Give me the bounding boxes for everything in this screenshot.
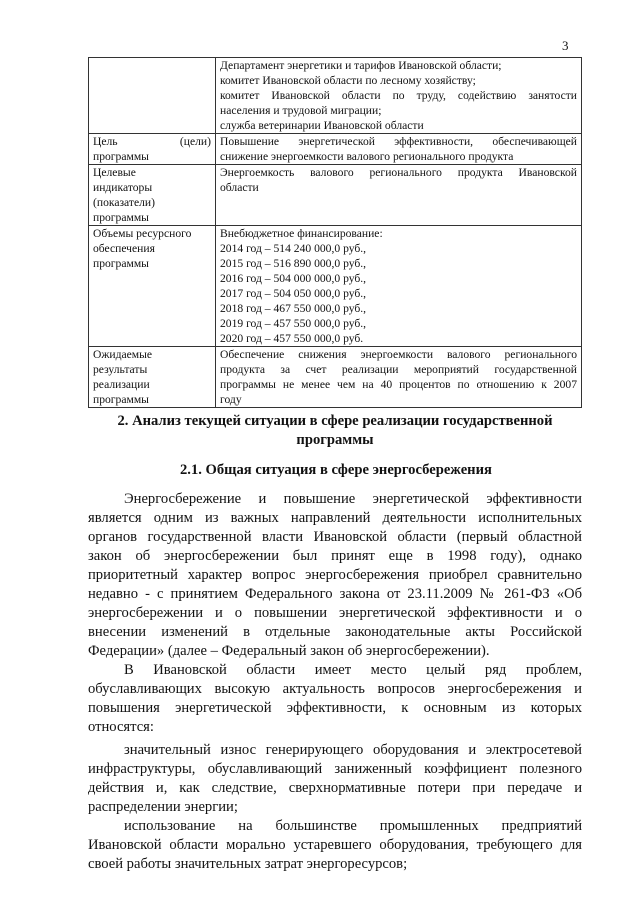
paragraph-line: своей работы значительных затрат энергоресурсов;	[88, 856, 408, 872]
row-content-cell	[216, 226, 582, 347]
row-label-line: индикаторы	[93, 181, 153, 194]
row-label-line: обеспечения	[93, 242, 155, 255]
cell-line: служба ветеринарии Ивановской области	[220, 119, 424, 132]
page-number: 3	[562, 38, 569, 53]
row-content-cell	[216, 58, 582, 134]
paragraph-line: В Ивановской области имеет место целый ряд проблем,	[124, 662, 582, 678]
paragraph	[88, 817, 582, 874]
paragraph-line: приоритетный характер вопрос энергосбережения приобрел сравнительно	[88, 567, 582, 583]
table-row	[89, 165, 582, 226]
row-label-line: Ожидаемые	[93, 348, 153, 361]
paragraph-line: Ивановской области морально устаревшего оборудования, требующего для	[88, 837, 582, 853]
row-content-cell	[216, 134, 582, 165]
paragraph-line: обуславливающих высокую актуальность вопросов энергосбережения и	[88, 681, 582, 697]
cell-line: 2015 год – 516 890 000,0 руб.,	[220, 257, 367, 270]
paragraph-line: Федерации» (далее – Федеральный закон об энергосбережении).	[88, 643, 490, 659]
cell-line: Повышение энергетической эффективности, обеспечивающей	[220, 135, 577, 148]
section-heading-line: 2. Анализ текущей ситуации в сфере реализации государственной	[117, 413, 553, 429]
program-passport-table	[88, 57, 582, 408]
cell-line: 2014 год – 514 240 000,0 руб.,	[220, 242, 367, 255]
row-content-cell	[216, 165, 582, 226]
row-label-line: программы	[93, 150, 149, 163]
paragraph-line: распределении энергии;	[88, 799, 238, 815]
cell-line: Внебюджетное финансирование:	[220, 227, 383, 240]
subsection-heading: 2.1. Общая ситуация в сфере энергосбережения	[180, 462, 492, 478]
row-label-line: реализации	[93, 378, 150, 391]
paragraph-line: значительный износ генерирующего оборудования и электросетевой	[124, 742, 582, 758]
cell-line: 2019 год – 457 550 000,0 руб.,	[220, 317, 367, 330]
row-label-cell	[89, 165, 216, 226]
section-heading	[88, 412, 582, 450]
cell-line: Энергоемкость валового регионального продукта Ивановской	[220, 166, 577, 179]
cell-line: 2017 год – 504 050 000,0 руб.,	[220, 287, 367, 300]
row-label-line: Целевые	[93, 166, 136, 179]
section-heading-line: программы	[296, 432, 374, 448]
cell-line: населения и трудовой миграции;	[220, 104, 382, 117]
body-text	[88, 490, 582, 874]
cell-line: снижение энергоемкости валового регионального продукта	[220, 150, 514, 163]
cell-line: Обеспечение снижения энергоемкости валового регионального	[220, 348, 577, 361]
cell-line: области	[220, 181, 259, 194]
paragraph	[88, 741, 582, 817]
table-row	[89, 347, 582, 408]
cell-line: продукта за счет реализации мероприятий государственной	[220, 363, 577, 376]
row-label-cell	[89, 347, 216, 408]
row-label-line: программы	[93, 211, 149, 224]
row-label-cell	[89, 134, 216, 165]
row-label-line: Цель (цели)	[93, 135, 211, 148]
cell-line: программы не менее чем на 40 процентов по отношению к 2007	[220, 378, 577, 391]
paragraph-line: недавно - с принятием Федерального закона от 23.11.2009 № 261-ФЗ «Об	[88, 586, 582, 602]
paragraph-line: Энергосбережение и повышение энергетической эффективности	[124, 491, 582, 507]
row-label-line: (показатели)	[93, 196, 155, 209]
row-label-line: Объемы ресурсного	[93, 227, 192, 240]
paragraph	[88, 661, 582, 737]
row-label-line: программы	[93, 257, 149, 270]
paragraph-line: использование на большинстве промышленных предприятий	[124, 818, 582, 834]
paragraph-line: действия и, как следствие, сверхнормативные потери при передаче и	[88, 780, 582, 796]
paragraph	[88, 490, 582, 661]
row-label-line: программы	[93, 393, 149, 406]
table-row	[89, 134, 582, 165]
paragraph-line: внесении изменений в отдельные законодательные акты Российской	[88, 624, 582, 640]
cell-line: Департамент энергетики и тарифов Ивановской области;	[220, 59, 502, 72]
row-content-cell	[216, 347, 582, 408]
paragraph-line: относятся:	[88, 719, 154, 735]
paragraph-line: инфраструктуры, обуславливающий заниженный коэффициент полезного	[88, 761, 582, 777]
row-label-line: результаты	[93, 363, 148, 376]
paragraph-line: энергосбережении и о повышении энергетической эффективности и о	[88, 605, 582, 621]
cell-line: 2016 год – 504 000 000,0 руб.,	[220, 272, 367, 285]
cell-line: году	[220, 393, 242, 406]
row-label-cell	[89, 226, 216, 347]
table-row	[89, 58, 582, 134]
cell-line: 2020 год – 457 550 000,0 руб.	[220, 332, 364, 345]
paragraph-line: закон об энергосбережении был принят еще в 1998 году), однако	[88, 548, 582, 564]
table-row	[89, 226, 582, 347]
cell-line: комитет Ивановской области по труду, содействию занятости	[220, 89, 577, 102]
paragraph-line: повышения энергетической эффективности, к основным из которых	[88, 700, 582, 716]
paragraph-line: органов государственной власти Ивановской области (первый областной	[88, 529, 582, 545]
paragraph-line: является одним из важных направлений деятельности исполнительных	[88, 510, 582, 526]
cell-line: комитет Ивановской области по лесному хозяйству;	[220, 74, 476, 87]
cell-line: 2018 год – 467 550 000,0 руб.,	[220, 302, 367, 315]
row-label-cell	[89, 58, 216, 134]
